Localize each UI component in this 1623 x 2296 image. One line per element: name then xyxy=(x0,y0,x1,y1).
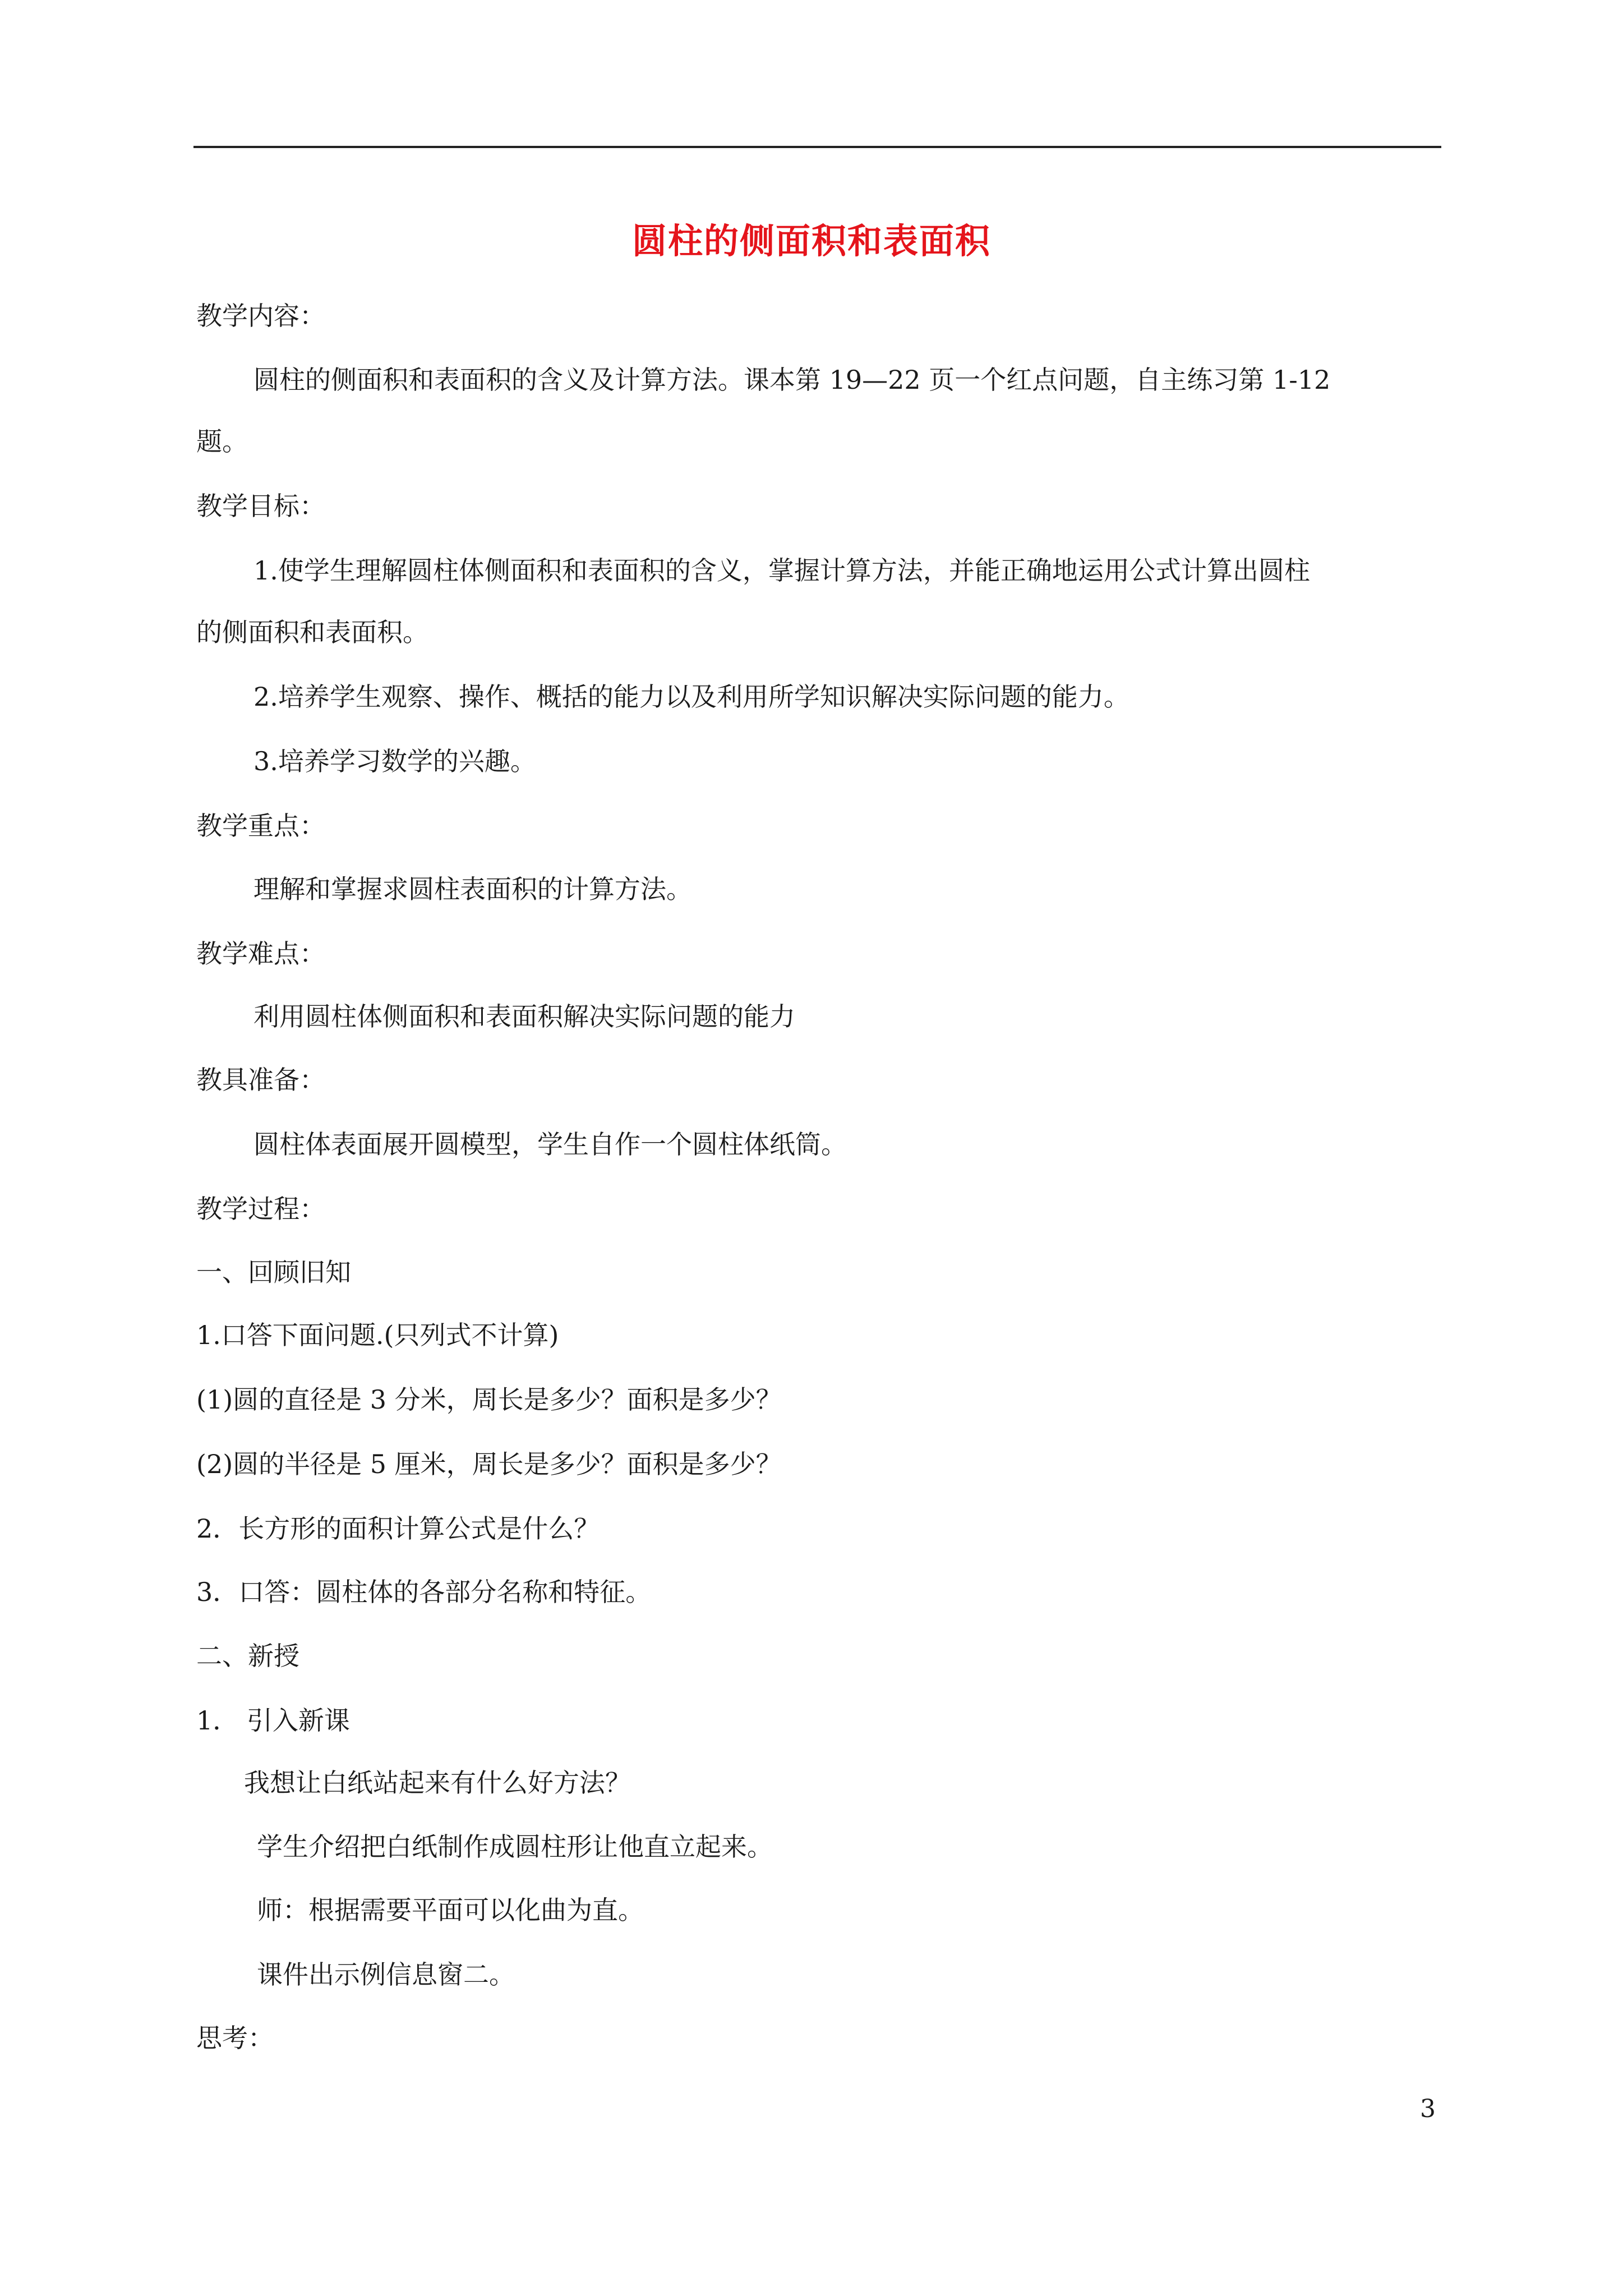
review-question-3: 3．口答：圆柱体的各部分名称和特征。 xyxy=(196,1577,652,1607)
objective-3: 3.培养学习数学的兴趣。 xyxy=(253,746,536,776)
review-question-2: 2．长方形的面积计算公式是什么？ xyxy=(196,1513,600,1544)
section-heading-difficulties: 教学难点： xyxy=(196,938,325,969)
step-review-heading: 一、回顾旧知 xyxy=(196,1257,351,1287)
think-heading: 思考： xyxy=(196,2023,274,2053)
section-heading-process: 教学过程： xyxy=(196,1194,325,1224)
courseware-note: 课件出示例信息窗二。 xyxy=(257,1959,515,1990)
difficulty-text: 利用圆柱体侧面积和表面积解决实际问题的能力 xyxy=(253,1001,795,1032)
section-heading-key-points: 教学重点： xyxy=(196,811,325,841)
objective-2: 2.培养学生观察、操作、概括的能力以及利用所学知识解决实际问题的能力。 xyxy=(253,682,1129,712)
review-question-1-a: (1)圆的直径是 3 分米，周长是多少？面积是多少？ xyxy=(196,1384,782,1415)
step-new-lesson-heading: 二、新授 xyxy=(196,1641,299,1671)
paragraph-content-line-1: 圆柱的侧面积和表面积的含义及计算方法。课本第 19—22 页一个红点问题，自主练习第 1-12 xyxy=(253,365,1331,395)
section-heading-materials: 教具准备： xyxy=(196,1065,325,1095)
new-lesson-step-1: 1． 引入新课 xyxy=(196,1705,350,1736)
section-heading-objectives: 教学目标： xyxy=(196,491,325,521)
teacher-remark: 师：根据需要平面可以化曲为直。 xyxy=(257,1895,644,1925)
teacher-question: 我想让白纸站起来有什么好方法？ xyxy=(244,1768,631,1798)
materials-text: 圆柱体表面展开圆模型，学生自作一个圆柱体纸筒。 xyxy=(253,1129,847,1159)
student-response: 学生介绍把白纸制作成圆柱形让他直立起来。 xyxy=(257,1832,773,1862)
objective-1-line-2: 的侧面积和表面积。 xyxy=(196,617,428,647)
document-title: 圆柱的侧面积和表面积 xyxy=(631,220,991,261)
review-question-1-b: (2)圆的半径是 5 厘米，周长是多少？面积是多少？ xyxy=(196,1449,782,1479)
page-number: 3 xyxy=(1420,2095,1436,2123)
objective-1-line-1: 1.使学生理解圆柱体侧面积和表面积的含义，掌握计算方法，并能正确地运用公式计算出圆柱 xyxy=(253,555,1310,586)
review-question-1: 1.口答下面问题.(只列式不计算) xyxy=(196,1320,559,1350)
header-rule xyxy=(193,146,1441,148)
key-point-text: 理解和掌握求圆柱表面积的计算方法。 xyxy=(253,874,692,904)
section-heading-content: 教学内容： xyxy=(196,301,325,331)
paragraph-content-line-2: 题。 xyxy=(196,426,248,457)
